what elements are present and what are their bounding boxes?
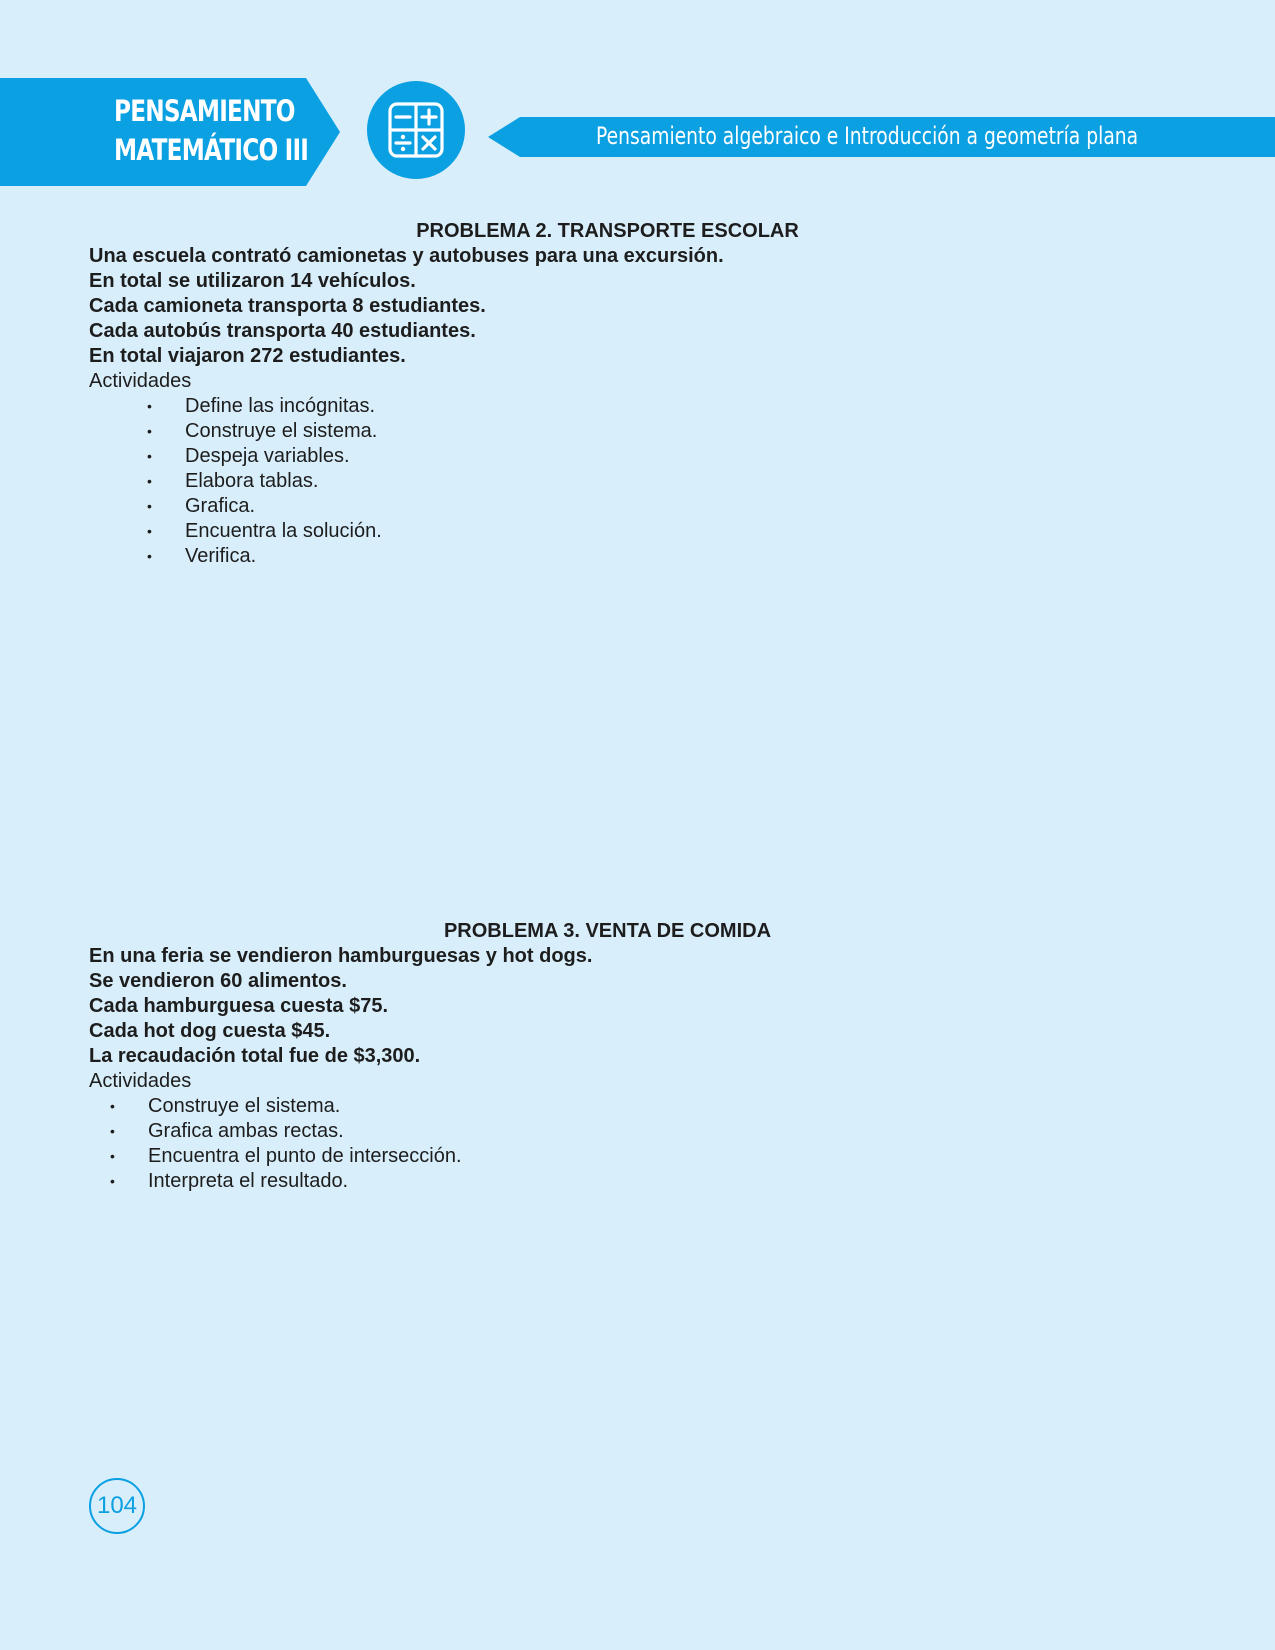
problem2-activities-label: Actividades (89, 370, 192, 392)
header-title-line1: PENSAMIENTO (114, 94, 295, 128)
problem3-statement: Cada hot dog cuesta $45. (89, 1020, 331, 1042)
list-item (89, 1119, 592, 1144)
activity-text: Interpreta el resultado. (148, 1170, 349, 1192)
list-item (89, 1144, 592, 1169)
activity-text: Define las incógnitas. (185, 395, 376, 417)
problem3-statement: Cada hamburguesa cuesta $75. (89, 995, 389, 1017)
activity-text: Construye el sistema. (185, 420, 378, 442)
bullet: • (147, 448, 152, 464)
bullet: • (110, 1123, 115, 1139)
activity-text: Construye el sistema. (148, 1095, 341, 1117)
problem2-statement: En total se utilizaron 14 vehículos. (89, 270, 416, 292)
bullet: • (147, 423, 152, 439)
bullet: • (110, 1098, 115, 1114)
problem2-statement: Cada camioneta transporta 8 estudiantes. (89, 295, 486, 317)
list-item (89, 1094, 592, 1119)
problem2-title: PROBLEMA 2. TRANSPORTE ESCOLAR (416, 220, 799, 242)
problem3-statement: Se vendieron 60 alimentos. (89, 970, 347, 992)
problem2-statement: Una escuela contrató camionetas y autobuses para una excursión. (89, 245, 724, 267)
activity-text: Encuentra la solución. (185, 520, 382, 542)
problem2-statement: En total viajaron 272 estudiantes. (89, 345, 406, 367)
page-number: 104 (89, 1478, 145, 1534)
list-item (89, 444, 724, 469)
calculator-operations-icon-svg (387, 101, 445, 159)
problem3-statement: En una feria se vendieron hamburguesas y hot dogs. (89, 945, 593, 967)
bullet: • (110, 1173, 115, 1189)
activity-text: Encuentra el punto de intersección. (148, 1145, 462, 1167)
header-title (114, 92, 308, 170)
bullet: • (147, 523, 152, 539)
problem2-statement: Cada autobús transporta 40 estudiantes. (89, 320, 476, 342)
list-item (89, 419, 724, 444)
problem3-block (89, 944, 592, 1194)
activity-text: Grafica ambas rectas. (148, 1120, 344, 1142)
problem2-activities-list (89, 394, 724, 569)
list-item (89, 544, 724, 569)
calculator-operations-icon (367, 81, 465, 179)
problem3-activities-list (89, 1094, 592, 1194)
problem3-title: PROBLEMA 3. VENTA DE COMIDA (443, 920, 772, 942)
problem2-block (89, 244, 724, 569)
header-title-line2: MATEMÁTICO III (114, 133, 309, 167)
activity-text: Grafica. (185, 495, 256, 517)
list-item (89, 1169, 592, 1194)
activity-text: Verifica. (185, 545, 257, 567)
list-item (89, 519, 724, 544)
bullet: • (110, 1148, 115, 1164)
problem3-activities-label: Actividades (89, 1070, 192, 1092)
bullet: • (147, 398, 152, 414)
bullet: • (147, 473, 152, 489)
bullet: • (147, 548, 152, 564)
list-item (89, 469, 724, 494)
list-item (89, 394, 724, 419)
list-item (89, 494, 724, 519)
activity-text: Elabora tablas. (185, 470, 319, 492)
activity-text: Despeja variables. (185, 445, 350, 467)
subtitle-text: Pensamiento algebraico e Introducción a geometría plana (596, 122, 1139, 150)
bullet: • (147, 498, 152, 514)
problem3-statement: La recaudación total fue de $3,300. (89, 1045, 421, 1067)
